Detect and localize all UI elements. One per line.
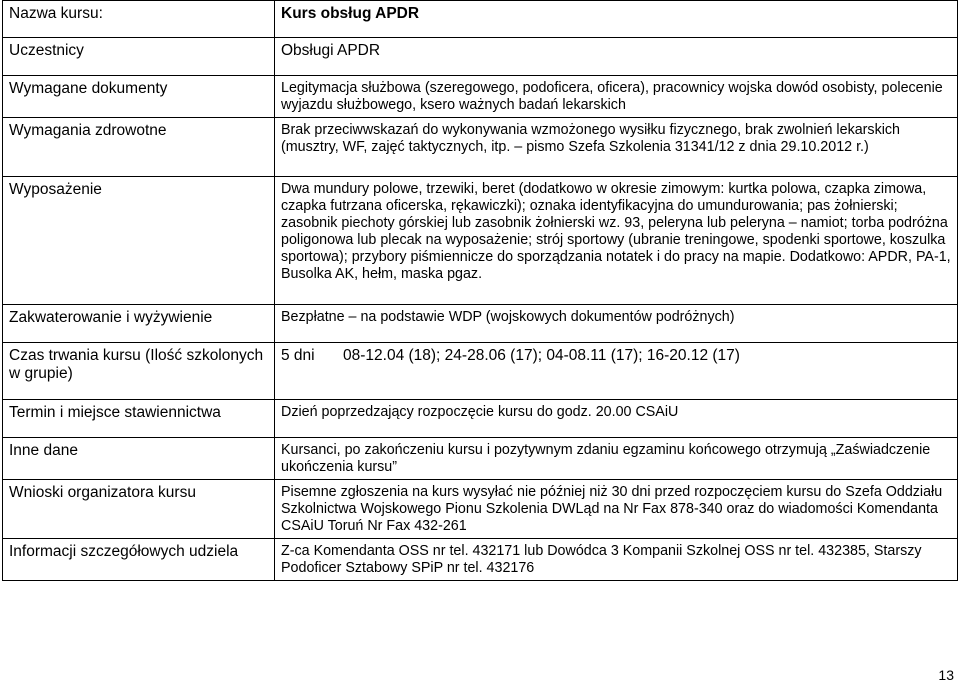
table-row [3, 38, 958, 76]
row-label: Wyposażenie [3, 177, 275, 305]
table-row [3, 1, 958, 38]
table-row [3, 343, 958, 400]
table-row [3, 76, 958, 118]
row-label: Uczestnicy [3, 38, 275, 76]
accommodation-value: Bezpłatne – na podstawie WDP (wojskowych dokumentów podróżnych) [275, 305, 958, 343]
table-row [3, 400, 958, 438]
health-requirements-value: Brak przeciwwskazań do wykonywania wzmożonego wysiłku fizycznego, brak zwolnień lekarskich (musztry, WF, zajęć taktycznych, itp. – pismo Szefa Szkolenia 31341/12 z dnia 29.10.2012 r.) [275, 118, 958, 177]
row-label: Nazwa kursu: [3, 1, 275, 38]
row-label: Czas trwania kursu (Ilość szkolonych w grupie) [3, 343, 275, 400]
row-label: Termin i miejsce stawiennictwa [3, 400, 275, 438]
row-label: Informacji szczegółowych udziela [3, 539, 275, 581]
page-number: 13 [938, 667, 954, 683]
other-data-value: Kursanci, po zakończeniu kursu i pozytywnym zdaniu egzaminu końcowego otrzymują „Zaświadczenie ukończenia kursu” [275, 438, 958, 480]
row-label: Wymagania zdrowotne [3, 118, 275, 177]
row-label: Wnioski organizatora kursu [3, 480, 275, 539]
duration-days: 5 dni [281, 347, 315, 364]
contact-info-value: Z-ca Komendanta OSS nr tel. 432171 lub Dowódca 3 Kompanii Szkolnej OSS nr tel. 432385, Starszy Podoficer Sztabowy SPiP nr tel. 432176 [275, 539, 958, 581]
table-row [3, 539, 958, 581]
organizer-requests-value: Pisemne zgłoszenia na kurs wysyłać nie później niż 30 dni przed rozpoczęciem kursu do Szefa Oddziału Szkolnictwa Wojskowego Pionu Szkolenia DWLąd na Nr Fax 878-340 oraz do wiadomości Komendanta CSAiU Toruń Nr Fax 432-261 [275, 480, 958, 539]
table-row [3, 118, 958, 177]
course-info-table [2, 0, 958, 581]
course-dates: 08-12.04 (18); 24-28.06 (17); 04-08.11 (17); 16-20.12 (17) [343, 347, 740, 364]
row-label: Wymagane dokumenty [3, 76, 275, 118]
duration-value [275, 343, 958, 400]
participants-value: Obsługi APDR [275, 38, 958, 76]
table-row [3, 480, 958, 539]
table-row [3, 177, 958, 305]
row-label: Zakwaterowanie i wyżywienie [3, 305, 275, 343]
required-documents-value: Legitymacja służbowa (szeregowego, podoficera, oficera), pracownicy wojska dowód osobisty, polecenie wyjazdu służbowego, ksero ważnych badań lekarskich [275, 76, 958, 118]
course-name: Kurs obsług APDR [275, 1, 958, 38]
row-label: Inne dane [3, 438, 275, 480]
table-row [3, 305, 958, 343]
table-row [3, 438, 958, 480]
equipment-value: Dwa mundury polowe, trzewiki, beret (dodatkowo w okresie zimowym: kurtka polowa, czapka zimowa, czapka futrzana oficerska, rękawiczki); oznaka identyfikacyjna do umundurowania; pas żołnierski; zasobnik piechoty górskiej lub zasobnik żołnierski wz. 93, peleryna lub peleryna – namiot; torba podróżna poligonowa lub plecak na wyposażenie; strój sportowy (ubranie treningowe, spodenki sportowe, koszulka sportowa); przybory piśmiennicze do sporządzania notatek i do pracy na mapie. Dodatkowo: APDR, PA-1, Busolka AK, hełm, maska pgaz. [275, 177, 958, 305]
arrival-value: Dzień poprzedzający rozpoczęcie kursu do godz. 20.00 CSAiU [275, 400, 958, 438]
